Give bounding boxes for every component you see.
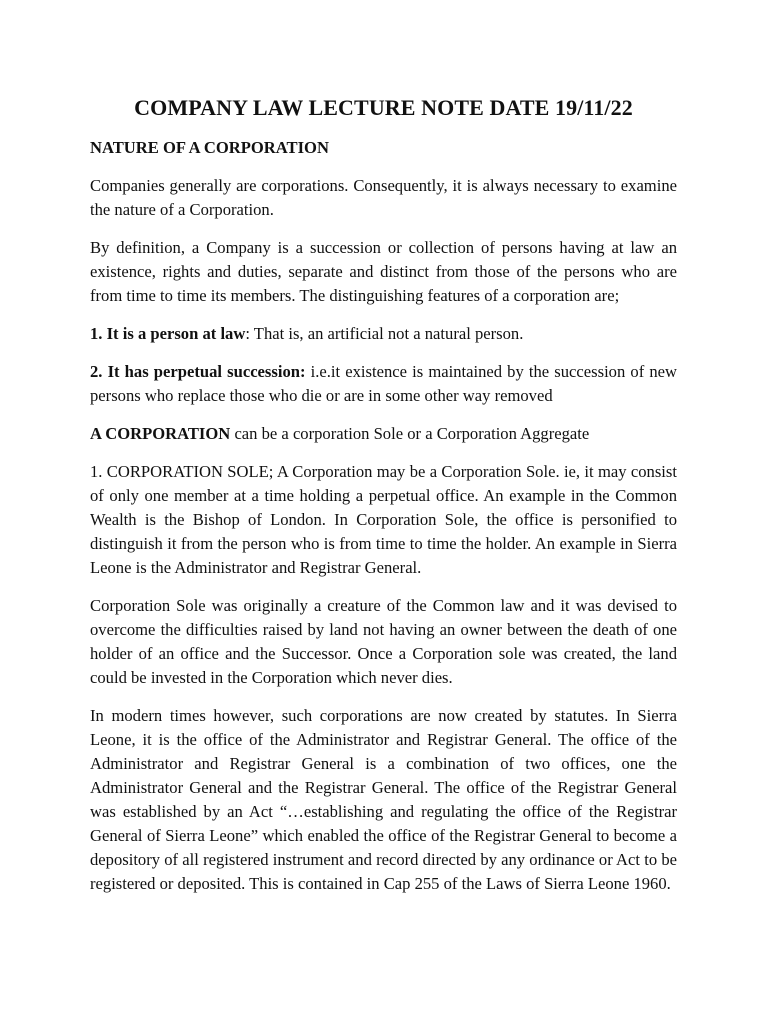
feature-1-text: : That is, an artificial not a natural person. — [245, 324, 524, 343]
corporation-types-line — [90, 422, 677, 446]
feature-2 — [90, 360, 677, 408]
document-title: COMPANY LAW LECTURE NOTE DATE 19/11/22 — [134, 95, 633, 120]
paragraph-corporation-sole: 1. CORPORATION SOLE; A Corporation may be a Corporation Sole. ie, it may consist of only one member at a time holding a perpetual office. An example in the Common Wealth is the Bishop of London. In Corporation Sole, the office is personified to distinguish it from the person who is from time to time the holder. An example in Sierra Leone is the Administrator and Registrar General. — [90, 462, 677, 577]
feature-2-text: i.e.it existence is maintained by the succession of new persons who replace those who die or are in some other way removed — [90, 362, 677, 405]
paragraph-modern-times: In modern times however, such corporations are now created by statutes. In Sierra Leone, it is the office of the Administrator and Registrar General. The office of the Administrator and Registrar General is a combination of two offices, one the Administrator General and the Registrar General. The office of the Registrar General was established by an Act “…establishing and regulating the office of the Registrar General of Sierra Leone” which enabled the office of the Registrar General to become a depository of all registered instrument and record directed by any ordinance or Act to be registered or deposited. This is contained in Cap 255 of the Laws of Sierra Leone 1960. — [90, 706, 677, 893]
feature-2-label: 2. It has perpetual succession: — [90, 362, 306, 381]
feature-1 — [90, 322, 677, 346]
section-heading: NATURE OF A CORPORATION — [90, 138, 329, 157]
feature-1-label: 1. It is a person at law — [90, 324, 246, 343]
corporation-text: can be a corporation Sole or a Corporation Aggregate — [230, 424, 590, 443]
corporation-label: A CORPORATION — [90, 424, 231, 443]
paragraph-definition: By definition, a Company is a succession or collection of persons having at law an existence, rights and duties, separate and distinct from those of the persons who are from time to time its members. The distinguishing features of a corporation are; — [90, 238, 677, 305]
paragraph-common-law: Corporation Sole was originally a creature of the Common law and it was devised to overcome the difficulties raised by land not having an owner between the death of one holder of an office and the Successor. Once a Corporation sole was created, the land could be invested in the Corporation which never dies. — [90, 596, 677, 687]
document-page — [90, 94, 677, 896]
paragraph-intro: Companies generally are corporations. Consequently, it is always necessary to examine the nature of a Corporation. — [90, 176, 677, 219]
